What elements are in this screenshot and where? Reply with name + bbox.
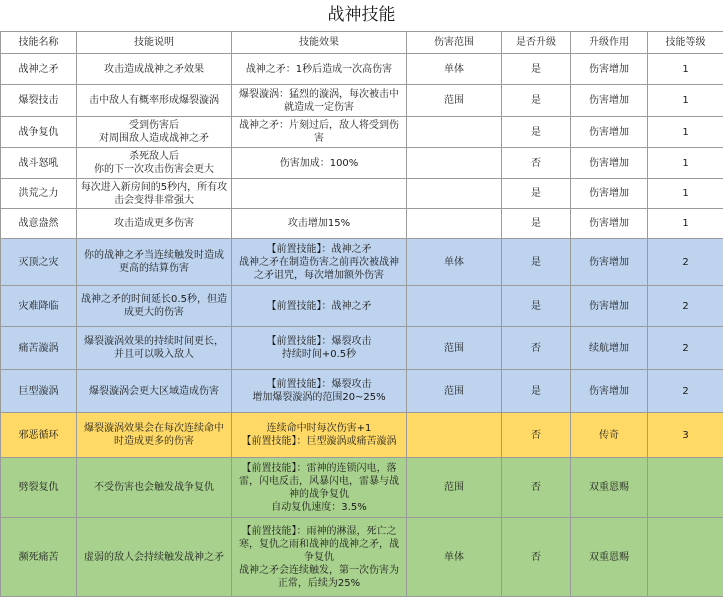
damage-range-cell [407, 54, 502, 85]
skill-desc-cell [77, 458, 232, 518]
skill-name-cell [1, 179, 77, 209]
skill-desc-text: 爆裂漩涡会更大区域造成伤害 [89, 385, 219, 397]
upgrade-effect-text: 伤害增加 [589, 256, 629, 268]
upgrade-effect-cell [571, 179, 648, 209]
damage-range-cell [407, 209, 502, 239]
damage-range-text: 范围 [444, 482, 464, 493]
header-skill-effect: 技能效果 [232, 32, 407, 54]
skill-desc-cell [77, 239, 232, 286]
upgradable-cell [502, 458, 571, 518]
header-skill-name: 技能名称 [1, 32, 77, 54]
damage-range-cell [407, 286, 502, 327]
upgrade-effect-text: 双重恩赐 [589, 551, 629, 563]
upgrade-effect-cell [571, 54, 648, 85]
upgrade-effect-text: 伤害增加 [589, 300, 629, 312]
upgrade-effect-text: 伤害增加 [589, 218, 629, 229]
skill-desc-cell [77, 148, 232, 179]
skill-effect-text: 攻击增加15% [287, 218, 351, 229]
skill-effect-cell [232, 117, 407, 148]
skill-level-text: 1 [682, 218, 689, 229]
upgradable-cell [502, 286, 571, 327]
skill-level-text: 2 [682, 342, 689, 354]
header-skill-level: 技能等级 [648, 32, 723, 54]
table-row [1, 518, 723, 597]
header-upgrade-effect: 升级作用 [571, 32, 648, 54]
skill-level-text: 1 [682, 95, 689, 106]
skill-desc-text: 击中敌人有概率形成爆裂漩涡 [89, 95, 219, 106]
upgradable-cell [502, 327, 571, 370]
skill-name-cell [1, 286, 77, 327]
page-title: 战神技能 [327, 5, 396, 25]
upgrade-effect-text: 伤害增加 [589, 63, 629, 75]
upgradable-cell [502, 518, 571, 597]
skill-desc-text: 虚弱的敌人会持续触发战神之矛 [84, 551, 224, 563]
skill-level-text: 2 [682, 385, 689, 397]
skill-effect-cell [232, 54, 407, 85]
upgradable-cell [502, 85, 571, 117]
skill-name-text: 爆裂技击 [18, 95, 59, 106]
upgrade-effect-cell [571, 413, 648, 458]
skill-level-cell [648, 286, 723, 327]
skill-name-text: 痛苦漩涡 [18, 342, 59, 354]
skill-effect-text: 战神之矛：1秒后造成一次高伤害 [245, 63, 393, 75]
skill-effect-text: 连续命中时每次伤害+1 【前置技能】：巨型漩涡或痛苦漩涡 [241, 423, 397, 447]
skill-name-text: 邪恶循环 [18, 429, 59, 441]
upgrade-effect-text: 伤害增加 [589, 188, 629, 199]
skill-desc-text: 战神之矛的时间延长0.5秒，但造成更大的伤害 [81, 294, 227, 318]
damage-range-cell [407, 179, 502, 209]
skill-name-cell [1, 413, 77, 458]
skill-effect-cell [232, 239, 407, 286]
skill-level-text: 3 [682, 429, 689, 441]
skill-name-cell [1, 54, 77, 85]
skill-level-cell [648, 327, 723, 370]
skill-name-text: 濒死痛苦 [18, 551, 59, 563]
skill-level-text: 2 [682, 300, 689, 312]
skill-effect-text: 【前置技能】：雷神的连锁闪电，落雷，闪电反击，风暴闪电，雷暴与战神的战争复仇 自动复仇速度：3.5% [239, 462, 399, 513]
table-row [1, 239, 723, 286]
skill-name-cell [1, 209, 77, 239]
upgradable-text: 否 [531, 157, 541, 169]
skill-name-text: 巨型漩涡 [18, 385, 59, 397]
table-row [1, 413, 723, 458]
upgradable-text: 否 [531, 429, 541, 441]
skill-name-text: 战意盎然 [18, 218, 59, 229]
skill-name-cell [1, 370, 77, 413]
upgrade-effect-text: 传奇 [599, 429, 619, 441]
damage-range-text: 单体 [444, 256, 464, 268]
skill-level-cell [648, 370, 723, 413]
upgrade-effect-text: 双重恩赐 [589, 482, 629, 493]
skill-name-text: 劈裂复仇 [18, 482, 59, 493]
skill-desc-text: 攻击造成更多伤害 [114, 218, 194, 229]
skill-level-cell [648, 117, 723, 148]
skill-level-text: 1 [682, 126, 689, 138]
upgradable-cell [502, 117, 571, 148]
upgradable-text: 是 [531, 256, 541, 268]
upgrade-effect-text: 伤害增加 [589, 157, 629, 169]
upgrade-effect-cell [571, 117, 648, 148]
upgrade-effect-cell [571, 518, 648, 597]
upgradable-cell [502, 370, 571, 413]
table-row [1, 179, 723, 209]
skill-level-cell [648, 239, 723, 286]
skill-desc-cell [77, 286, 232, 327]
skill-effect-cell [232, 413, 407, 458]
damage-range-cell [407, 413, 502, 458]
damage-range-cell [407, 117, 502, 148]
damage-range-cell [407, 518, 502, 597]
upgrade-effect-cell [571, 148, 648, 179]
damage-range-cell [407, 458, 502, 518]
skill-effect-cell [232, 179, 407, 209]
damage-range-cell [407, 148, 502, 179]
skill-desc-cell [77, 370, 232, 413]
skill-name-text: 灭顶之灾 [18, 256, 59, 268]
upgradable-text: 否 [531, 482, 541, 493]
skill-name-cell [1, 148, 77, 179]
upgrade-effect-cell [571, 209, 648, 239]
skill-effect-text: 【前置技能】：战神之矛 战神之矛在制造伤害之前再次被战神之矛诅咒，每次增加额外伤害 [239, 243, 399, 281]
upgradable-cell [502, 413, 571, 458]
upgradable-cell [502, 239, 571, 286]
skill-effect-cell [232, 370, 407, 413]
table-row [1, 327, 723, 370]
damage-range-text: 单体 [444, 551, 464, 563]
skill-level-cell [648, 413, 723, 458]
table-row [1, 148, 723, 179]
damage-range-cell [407, 327, 502, 370]
skill-effect-text: 【前置技能】：战神之矛 [266, 300, 372, 312]
skill-effect-cell [232, 209, 407, 239]
skill-desc-cell [77, 85, 232, 117]
skill-desc-text: 每次进入新房间的5秒内，所有攻击会变得非常强大 [80, 181, 228, 206]
upgrade-effect-cell [571, 370, 648, 413]
table-row [1, 85, 723, 117]
table-row [1, 458, 723, 518]
skill-level-text: 1 [682, 188, 689, 199]
upgradable-text: 是 [531, 188, 541, 199]
skill-desc-text: 不受伤害也会触发战争复仇 [94, 482, 214, 493]
table-row [1, 54, 723, 85]
skill-effect-cell [232, 327, 407, 370]
skill-level-cell [648, 209, 723, 239]
table-row [1, 117, 723, 148]
skill-desc-text: 你的战神之矛当连续触发时造成更高的结算伤害 [84, 250, 224, 274]
table-row [1, 370, 723, 413]
skill-desc-text: 爆裂漩涡效果会在每次连续命中时造成更多的伤害 [84, 423, 224, 447]
skill-level-cell [648, 85, 723, 117]
skill-effect-text: 伤害加成：100% [279, 157, 359, 169]
skill-desc-text: 攻击造成战神之矛效果 [104, 63, 204, 75]
upgrade-effect-text: 伤害增加 [589, 95, 629, 106]
damage-range-text: 范围 [444, 95, 464, 106]
skill-level-cell [648, 518, 723, 597]
skill-effect-text: 【前置技能】：雨神的淋湿，死亡之寒，复仇之雨和战神的战神之矛，战争复仇 战神之矛会连续触发，第一次伤害为正常，后续为25% [239, 525, 399, 589]
damage-range-text: 单体 [444, 63, 464, 75]
skills-table [0, 31, 723, 597]
header-damage-range: 伤害范围 [407, 32, 502, 54]
upgrade-effect-text: 伤害增加 [589, 385, 629, 397]
upgradable-text: 是 [531, 300, 541, 312]
upgradable-text: 是 [531, 218, 541, 229]
skill-desc-cell [77, 179, 232, 209]
skill-effect-cell [232, 518, 407, 597]
header-upgradable: 是否升级 [502, 32, 571, 54]
skill-effect-cell [232, 85, 407, 117]
upgradable-text: 是 [531, 385, 541, 397]
upgradable-text: 是 [531, 63, 541, 75]
upgradable-cell [502, 179, 571, 209]
skill-name-text: 战争复仇 [18, 126, 59, 138]
upgradable-cell [502, 209, 571, 239]
skill-level-cell [648, 148, 723, 179]
skill-effect-text: 战神之矛：片刻过后，敌人将受到伤害 [239, 120, 399, 144]
damage-range-text: 范围 [444, 385, 464, 397]
skill-level-text: 1 [682, 63, 689, 75]
upgradable-text: 否 [531, 551, 541, 563]
skill-effect-text: 爆裂漩涡：猛烈的漩涡，每次被击中就造成一定伤害 [239, 88, 399, 113]
skill-desc-text: 受到伤害后 对周围敌人造成战神之矛 [99, 120, 209, 144]
table-row [1, 209, 723, 239]
skill-name-cell [1, 327, 77, 370]
skill-name-cell [1, 117, 77, 148]
upgrade-effect-text: 续航增加 [589, 342, 629, 354]
header-row [1, 32, 723, 54]
upgradable-text: 是 [531, 95, 541, 106]
skill-effect-cell [232, 458, 407, 518]
skill-name-cell [1, 458, 77, 518]
skill-name-text: 灾难降临 [18, 300, 59, 312]
skill-name-text: 战神之矛 [18, 63, 59, 75]
skill-level-text: 2 [682, 256, 689, 268]
skill-desc-cell [77, 117, 232, 148]
upgradable-cell [502, 148, 571, 179]
skill-level-cell [648, 458, 723, 518]
skill-desc-cell [77, 209, 232, 239]
skill-level-text: 1 [682, 157, 689, 169]
upgradable-cell [502, 54, 571, 85]
damage-range-cell [407, 85, 502, 117]
header-skill-desc: 技能说明 [77, 32, 232, 54]
table-row [1, 286, 723, 327]
skill-effect-cell [232, 286, 407, 327]
skill-level-cell [648, 54, 723, 85]
skill-desc-cell [77, 518, 232, 597]
skill-level-cell [648, 179, 723, 209]
damage-range-text: 范围 [444, 342, 464, 354]
skill-effect-text: 【前置技能】：爆裂攻击 持续时间+0.5秒 [266, 336, 372, 360]
skill-desc-text: 杀死敌人后 你的下一次攻击伤害会更大 [94, 151, 214, 175]
upgradable-text: 否 [531, 342, 541, 354]
skill-name-text: 洪荒之力 [18, 188, 59, 199]
skill-desc-cell [77, 54, 232, 85]
upgrade-effect-cell [571, 239, 648, 286]
damage-range-cell [407, 239, 502, 286]
upgrade-effect-cell [571, 327, 648, 370]
skill-name-cell [1, 518, 77, 597]
skill-name-text: 战斗怒吼 [18, 157, 59, 169]
upgrade-effect-cell [571, 85, 648, 117]
skill-desc-cell [77, 327, 232, 370]
skill-name-cell [1, 239, 77, 286]
upgrade-effect-cell [571, 458, 648, 518]
skill-desc-cell [77, 413, 232, 458]
damage-range-cell [407, 370, 502, 413]
skill-effect-cell [232, 148, 407, 179]
upgrade-effect-text: 伤害增加 [589, 126, 629, 138]
upgrade-effect-cell [571, 286, 648, 327]
skill-desc-text: 爆裂漩涡效果的持续时间更长，并且可以吸入敌人 [84, 336, 224, 360]
skill-effect-text: 【前置技能】：爆裂攻击 增加爆裂漩涡的范围20~25% [252, 379, 386, 403]
upgradable-text: 是 [531, 126, 541, 138]
skill-name-cell [1, 85, 77, 117]
